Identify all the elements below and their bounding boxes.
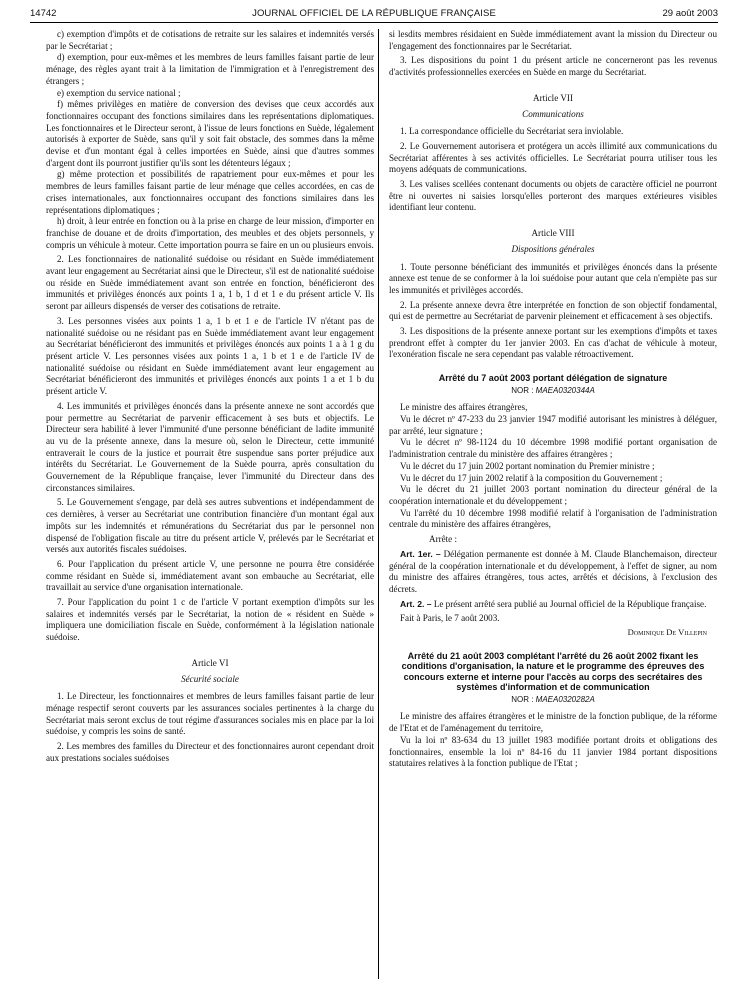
nor-label: NOR : — [511, 385, 534, 395]
issue-date: 29 août 2003 — [662, 8, 718, 19]
paragraph: Vu le décret du 21 juillet 2003 portant nomination du directeur général de la coopération internationale et du développement ; — [389, 484, 717, 506]
paragraph: 1. Le Directeur, les fonctionnaires et membres de leurs familles faisant partie de leur ménage respectif seront couverts par les assurances sociales pertinentes à la charge du Secrétariat mais seront exclus de tout régime d'assurances sociales mis en place par la loi suédoise, y compris les soins de santé. — [46, 691, 374, 737]
nor-code: MAEA0320344A — [535, 385, 595, 395]
paragraph: Vu l'arrêté du 10 décembre 1998 modifié relatif à l'organisation de l'administration centrale du ministère des affaires étrangères, — [389, 507, 717, 530]
paragraph: g) même protection et possibilités de rapatriement pour eux-mêmes et pour les membres de leurs familles faisant partie de leur ménage que celles accordées, en cas de crises internationales, aux fonctionnaires occupant des fonctions similaires dans les représentations diplomatiques ; — [46, 169, 374, 215]
paragraph — [389, 599, 717, 611]
paragraph: f) mêmes privilèges en matière de conversion des devises que ceux accordés aux fonctionnaires occupant des fonctions similaires dans les représentations diplomatiques. Les fonctionnaires et le Directeur seront, à l'issue de leurs fonctions en Suède, légalement autorisés à exporter de Suède, sans qu'il y soit fait obstacle, des sommes dans la même devise et d'un montant égal à celles importées en Suède, ainsi que d'autres sommes d'argent dont ils pourront justifier qu'ils sont les détenteurs légaux ; — [46, 99, 374, 168]
paragraph: 3. Les dispositions du point 1 du présent article ne concerneront pas les revenus d'activités professionnelles exercées en Suède en marge du Secrétariat. — [389, 55, 717, 78]
article-heading: Article VII — [533, 92, 573, 103]
journal-title: JOURNAL OFFICIEL DE LA RÉPUBLIQUE FRANÇAISE — [252, 8, 496, 19]
decree-nor — [389, 694, 717, 706]
paragraph: e) exemption du service national ; — [57, 87, 181, 98]
paragraph: 7. Pour l'application du point 1 c de l'article V portant exemption d'impôts sur les salaires et indemnités versés par le Secrétariat, la notion de « résident en Suède » impliquera une domiciliation fiscale en Suède, conformément à la législation nationale suédoise. — [46, 597, 374, 643]
article-subheading: Sécurité sociale — [181, 673, 239, 684]
article-text: Le présent arrêté sera publié au Journal officiel de la République française. — [433, 598, 707, 609]
column-divider — [378, 29, 379, 979]
paragraph: 2. La présente annexe devra être interprétée en fonction de son objectif fondamental, qui est de permettre au Secrétariat de parvenir pleinement et efficacement à ses objectifs. — [389, 299, 717, 322]
article-heading: Article VI — [191, 657, 229, 668]
paragraph: si lesdits membres résidaient en Suède immédiatement avant la mission du Directeur ou l'engagement des fonctionnaires par le Secrétariat. — [389, 29, 717, 51]
paragraph: 1. Toute personne bénéficiant des immunités et privilèges énoncés dans la présente annexe est tenue de se conformer à la loi suédoise pour autant que cela n'empiète pas sur les immunités et privilèges accordés. — [389, 261, 717, 295]
paragraph: Vu le décret nº 47-233 du 23 janvier 1947 modifié autorisant les ministres à déléguer, par arrêté, leur signature ; — [389, 414, 717, 436]
paragraph: Le ministre des affaires étrangères, — [400, 402, 528, 413]
article-subheading: Communications — [522, 108, 584, 119]
article-label: Art. 2. – — [400, 598, 432, 609]
paragraph: 2. Le Gouvernement autorisera et protégera un accès illimité aux communications du Secrétariat afférentes à ses activités officielles. Le Secrétariat pourra utiliser tous les moyens adéquats de communications. — [389, 140, 717, 175]
paragraph: Vu le décret du 17 juin 2002 portant nomination du Premier ministre ; — [400, 460, 655, 471]
nor-label: NOR : — [511, 694, 534, 704]
page-number: 14742 — [30, 8, 57, 19]
left-column — [46, 29, 374, 764]
paragraph: 5. Le Gouvernement s'engage, par delà ses autres subventions et indépendamment de ces dernières, à verser au Secrétariat une contribution financière d'un montant égal aux impôts sur les indemnités et rémunérations du Secrétariat dus par le personnel non dispensé de l'obligation fiscale au titre du présent article V, prélevés par le Secrétariat et versés aux autorités fiscales suédoises. — [46, 497, 374, 555]
signature: Dominique De Villepin — [627, 627, 707, 638]
article-heading: Article VIII — [531, 228, 575, 239]
right-column — [389, 29, 717, 770]
paragraph: 3. Les personnes visées aux points 1 a, 1 b et 1 e de l'article IV n'étant pas de nationalité suédoise ou ne résidant pas en Suède immédiatement avant leur engagement au Secrétariat bénéficieront des immunités et privilèges énoncés aux points 1 a à 1 g du présent article V. Les personnes visées aux points 1 a, 1 b et 1 e de l'article IV de nationalité suédoise ou résidant en Suède immédiatement avant leur engagement au Secrétariat bénéficieront des immunités et privilèges énoncés aux points 1 a et 1 b du présent article V. — [46, 315, 374, 397]
decree-title: Arrêté du 7 août 2003 portant délégation de signature — [438, 373, 668, 384]
paragraph — [389, 549, 717, 596]
paragraph: Vu le décret du 17 juin 2002 relatif à la composition du Gouvernement ; — [400, 472, 663, 483]
paragraph: 1. La correspondance officielle du Secrétariat sera inviolable. — [400, 126, 624, 137]
paragraph: 3. Les valises scellées contenant documents ou objets de caractère officiel ne pourront être ni ouvertes ni saisies lorsqu'elles porteront des marques extérieures visibles identifiant leur contenu. — [389, 179, 717, 213]
paragraph: Fait à Paris, le 7 août 2003. — [400, 613, 500, 624]
decree-title: Arrêté du 21 août 2003 complétant l'arrêté du 26 août 2002 fixant les conditions d'organisation, la nature et le programme des épreuves des concours externe et interne pour l'accès au corps des secrétaires des systèmes d'information et de communication — [401, 650, 705, 693]
paragraph: d) exemption, pour eux-mêmes et les membres de leurs familles faisant partie de leur ménage, des règles ayant trait à la limitation de l'immigration et à l'enregistrement des étrangers ; — [46, 52, 374, 86]
paragraph: 6. Pour l'application du présent article V, une personne ne pourra être considérée comme résidant en Suède si, immédiatement avant son embauche au Secrétariat, elle travaillait au service d'une organisation internationale. — [46, 558, 374, 593]
paragraph: 4. Les immunités et privilèges énoncés dans la présente annexe ne sont accordés que pour permettre au Secrétariat de parvenir efficacement à ses buts et objectifs. Le Directeur sera habilité à lever l'immunité d'une personne bénéficiant de ladite immunité au vu de la présente annexe, dans la mesure où, selon le Directeur, cette immunité entraverait le cours de la justice et pourrait être suspendue sans porter préjudice aux intérêts du Secrétariat. Le Gouvernement de la Suède pourra, après consultation du Gouvernement de la République française, lever l'immunité du Directeur dans des circonstances similaires. — [46, 400, 374, 493]
paragraph: 2. Les membres des familles du Directeur et des fonctionnaires auront cependant droit aux prestations sociales suédoises — [46, 741, 374, 763]
header-rule — [30, 22, 718, 23]
paragraph: 2. Les fonctionnaires de nationalité suédoise ou résidant en Suède immédiatement avant leur engagement au Secrétariat ainsi que le Directeur, s'il est de nationalité suédoise ou réside en Suède immédiatement avant son entrée en fonction, bénéficieront des immunités et privilèges énoncés aux points 1 a, 1 b, 1 d et 1 e du présent article V. Ils seront par ailleurs dispensés de verser des cotisations de retraite. — [46, 254, 374, 312]
paragraph: Le ministre des affaires étrangères et le ministre de la fonction publique, de la réforme de l'Etat et de l'aménagement du territoire, — [389, 711, 717, 734]
paragraph: 3. Les dispositions de la présente annexe portant sur les exemptions d'impôts et taxes prendront effet à compter du 1er janvier 2003. En cas d'achat de véhicule à moteur, l'exonération fiscale ne sera cependant pas valable rétroactivement. — [389, 326, 717, 360]
article-subheading: Dispositions générales — [511, 243, 595, 254]
paragraph: Vu le décret nº 98-1124 du 10 décembre 1998 modifié portant organisation de l'administration centrale du ministère des affaires étrangères ; — [389, 437, 717, 460]
paragraph: Arrête : — [429, 534, 458, 545]
decree-nor — [389, 385, 717, 397]
paragraph: h) droit, à leur entrée en fonction ou à la prise en charge de leur mission, d'importer en franchise de douane et de droits d'importation, des meubles et des objets personnels, y compris un véhicule à moteur. Cette importation pourra se faire en un ou plusieurs envois. — [46, 216, 374, 250]
paragraph: c) exemption d'impôts et de cotisations de retraite sur les salaires et indemnités versés par le Secrétariat ; — [46, 29, 374, 51]
paragraph: Vu la loi nº 83-634 du 13 juillet 1983 modifiée portant droits et obligations des fonctionnaires, ensemble la loi nº 84-16 du 11 janvier 1984 portant dispositions statutaires relatives à la fonction publique de l'Etat ; — [389, 734, 717, 769]
article-text: Délégation permanente est donnée à M. Claude Blanchemaison, directeur général de la coopération internationale et du développement, à l'effet de signer, au nom du ministre des affaires étrangères, tous actes, arrêtés et décisions, à l'exclusion des décrets. — [389, 548, 717, 594]
nor-code: MAEA0320282A — [535, 694, 595, 704]
article-label: Art. 1er. – — [400, 548, 441, 559]
